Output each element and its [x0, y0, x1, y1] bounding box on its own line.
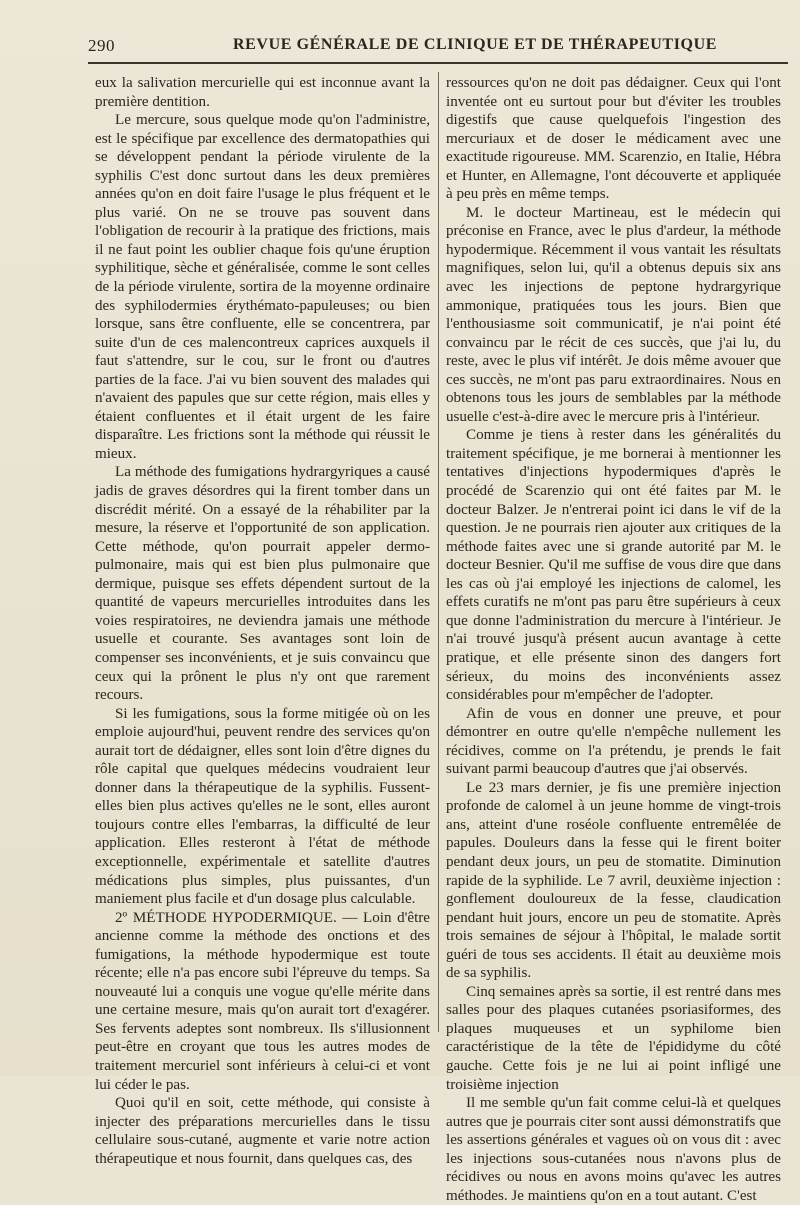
running-title: REVUE GÉNÉRALE DE CLINIQUE ET DE THÉRAPEUTIQUE: [233, 36, 717, 53]
paragraph: Il me semble qu'un fait comme celui-là et quelques autres que je pourrais citer sont aussi démonstratifs que les assertions générales et vagues où on vous dit : avec les injections sous-cutanées nous n'avons plus de récidives ou nous en avons moins qu'avec les autres méthodes. Je maintiens qu'on en a tout autant. C'est: [446, 1095, 781, 1204]
column-divider: [438, 72, 439, 1032]
paragraph: La méthode des fumigations hydrargyriques a causé jadis de graves désordres qui la firent tomber dans un discrédit mérité. On a essayé de la réhabiliter par la mesure, la réserve et l'opportunité de son application. Cette méthode, qu'on pourrait appeler dermo-pulmonaire, mais qui est bien plus pulmonaire que dermique, puisque ses effets dépendent surtout de la quantité de vapeurs mercurielles introduites dans les voies respiratoires, ne deviendra jamais une méthode usuelle et courante. Ses avantages sont loin de compenser ses inconvénients, et je suis convaincu que ceux qui la prônent le plus n'y ont que rarement recours.: [95, 464, 430, 704]
paragraph: Si les fumigations, sous la forme mitigée où on les emploie aujourd'hui, peuvent rendre des services qu'on aurait tort de dédaigner, elles sont loin d'être dignes du rôle capital que quelques médecins voudraient leur donner dans la thérapeutique de la syphilis. Fussent-elles bien plus actives qu'elles ne le sont, elles auront toujours contre elles l'embarras, la difficulté de leur application. Elles resteront à l'état de méthode exceptionnelle, expérimentale et satellite d'autres médications plus simples, plus puissantes, d'un maniement plus facile et d'un dosage plus calculable.: [95, 705, 430, 908]
paragraph: Quoi qu'il en soit, cette méthode, qui consiste à injecter des préparations mercurielles dans le tissu cellulaire sous-cutané, augmente et varie notre action thérapeutique et nous fournit, dans quelques cas, des: [95, 1095, 430, 1167]
paragraph: M. le docteur Martineau, est le médecin qui préconise en France, avec le plus d'ardeur, la méthode hypodermique. Récemment il vous vantait les résultats magnifiques, selon lui, qu'il a obtenus depuis six ans avec les injections de peptone hydrargyrique ammonique, pratiquées tous les jours. Bien que l'enthousiasme soit communicatif, je n'ai point été convaincu par le récit de ces succès, que j'ai lu, du reste, avec le plus vif intérêt. Je dois même avouer que ces succès, ne m'ont pas paru extraordinaires. Nous en obtenons tous les jours de semblables par la méthode usuelle c'est-à-dire avec le mercure pris à l'intérieur.: [446, 204, 781, 425]
paragraph: Le mercure, sous quelque mode qu'on l'administre, est le spécifique par excellence des dermatopathies qui se développent pendant la période virulente de la syphilis C'est donc surtout dans les deux premières années qu'on en doit faire l'usage le plus fréquent et le plus varié. On ne se trouve pas souvent dans l'obligation de recourir à la pratique des frictions, mais il ne faut point les oublier chaque fois qu'une éruption syphilitique, sèche et généralisée, comme le sont celles de la période virulente, sortira de la moyenne ordinaire des syphilodermies érythémato-papuleuses; ou bien lorsque, sans être confluente, elle se concentrera, par suite d'un de ces malencontreux caprices auxquels il faut s'attendre, sur le cou, sur le front ou d'autres parties de la face. J'ai vu bien souvent des malades qui n'avaient des papules que sur cette région, mais elles y étaient confluentes et il était urgent de les faire disparaître. Les frictions sont la méthode qui réussit le mieux.: [95, 112, 430, 462]
paragraph: Le 23 mars dernier, je fis une première injection profonde de calomel à un jeune homme de vingt-trois ans, atteint d'une roséole confluente entremêlée de papules. Douleurs dans la fesse qui le firent boiter pendant deux jours, un peu de stomatite. Diminution rapide de la syphilide. Le 7 avril, deuxième injection : gonflement douloureux de la fesse, claudication pendant huit jours, encore un peu de stomatite. Après trois semaines de séjour à l'hôpital, le malade sortit guéri de tous ses accidents. Il était au deuxième mois de sa syphilis.: [446, 779, 781, 982]
paragraph: 2º MÉTHODE HYPODERMIQUE. — Loin d'être ancienne comme la méthode des onctions et des fumigations, la méthode hypodermique est toute récente; elle n'a pas encore subi l'épreuve du temps. Sa nouveauté lui a conquis une vogue qu'elle mérite dans une certaine mesure, mais qu'on aurait tort d'exagérer. Ses fervents adeptes sont nombreux. Ils s'illusionnent peut-être en croyant que tous les autres modes de traitement mercuriel sont inférieurs à celui-ci et vont lui céder le pas.: [95, 909, 430, 1093]
left-column: [95, 74, 430, 1168]
header-rule: [88, 62, 788, 64]
paragraph: Comme je tiens à rester dans les généralités du traitement spécifique, je me bornerai à mentionner les tentatives d'injections hypodermiques d'après le procédé de Scarenzio qui ont été faites par M. le docteur Balzer. Je n'entrerai point ici dans le vif de la question. Je ne pourrais rien ajouter aux critiques de la méthode faites avec une si grande autorité par M. le docteur Besnier. Qu'il me suffise de vous dire que dans les cas où j'ai employé les injections de calomel, les effets curatifs ne m'ont pas paru être supérieurs à ceux que donne l'administration du mercure à l'intérieur. Je n'ai trouvé jusqu'à présent aucun avantage à cette pratique, et elle présente sinon des dangers fort sérieux, du moins des inconvénients assez considérables pour m'empêcher de l'adopter.: [446, 427, 781, 704]
paragraph: ressources qu'on ne doit pas dédaigner. Ceux qui l'ont inventée ont eu surtout pour but d'éviter les troubles digestifs que cause quelquefois l'ingestion des mercuriaux et de doser le médicament avec une exactitude rigoureuse. MM. Scarenzio, en Italie, Hébra et Hunter, en Allemagne, l'ont découverte et appliquée à peu près en même temps.: [446, 75, 781, 203]
paragraph: eux la salivation mercurielle qui est inconnue avant la première dentition.: [95, 75, 430, 110]
paragraph: Cinq semaines après sa sortie, il est rentré dans mes salles pour des plaques cutanées psoriasiformes, des plaques muqueuses et un syphilome bien caractéristique de la tête de l'épididyme du côté gauche. Cette fois je ne lui ai point infligé une troisième injection: [446, 983, 781, 1093]
paragraph: Afin de vous en donner une preuve, et pour démontrer en outre qu'elle n'empêche nullement les récidives, comme on l'a prétendu, je prends le fait suivant parmi beaucoup d'autres que j'ai observés.: [446, 705, 781, 778]
right-column: [446, 74, 781, 1205]
page-header: [88, 34, 788, 58]
page-number: 290: [88, 36, 115, 55]
